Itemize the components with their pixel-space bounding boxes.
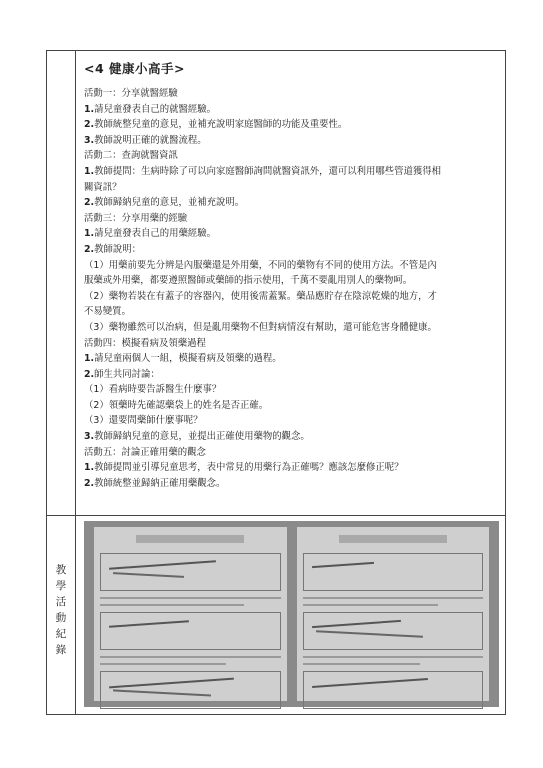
record-label	[55, 562, 67, 658]
plan-line-text: 請兒童發表自己的用藥經驗。	[94, 228, 216, 240]
plan-line-text: 教師說明：	[94, 243, 141, 255]
record-label-char: 學	[55, 580, 67, 592]
lesson-record-table	[46, 50, 506, 715]
plan-line-text: 不易變質。	[84, 306, 131, 318]
plan-line-text: 關資訊？	[84, 181, 122, 193]
plan-line	[84, 351, 499, 367]
plan-line-number: 3.	[84, 134, 95, 146]
plan-line-text: 活動二：查詢就醫資訊	[84, 150, 178, 162]
plan-line	[84, 195, 499, 211]
plan-line	[84, 382, 499, 398]
plan-line	[84, 226, 499, 242]
plan-lines	[84, 86, 499, 491]
plan-line-text: （2）藥物若裝在有蓋子的容器內，使用後需蓋緊。藥品應貯存在陰涼乾燥的地方，才	[84, 290, 437, 302]
plan-line-text: 教師提問並引導兒童思考，表中常見的用藥行為正確嗎？應該怎麼修正呢？	[94, 462, 404, 474]
record-label-char: 活	[55, 596, 67, 608]
plan-line-number: 1.	[84, 103, 95, 115]
plan-line-text: 教師提問：生病時除了可以向家庭醫師詢問就醫資訊外，還可以利用哪些管道獲得相	[94, 165, 441, 177]
worksheet-photo	[84, 521, 499, 707]
plan-line-number: 3.	[84, 431, 95, 443]
plan-line	[84, 148, 499, 164]
plan-line-text: 活動四：模擬看病及領藥過程	[84, 337, 206, 349]
plan-line	[84, 413, 499, 429]
worksheet-left	[94, 527, 287, 701]
plan-line	[84, 429, 499, 445]
plan-line-number: 2.	[84, 477, 95, 489]
plan-line	[84, 445, 499, 461]
record-label-char: 紀	[55, 628, 67, 640]
plan-line-text: （2）領藥時先確認藥袋上的姓名是否正確。	[84, 399, 269, 411]
plan-line-text: （1）看病時要告訴醫生什麼事？	[84, 384, 222, 396]
plan-line	[84, 304, 499, 320]
plan-row	[47, 51, 506, 516]
plan-line-text: 師生共同討論：	[94, 368, 160, 380]
plan-line	[84, 102, 499, 118]
plan-line-number: 2.	[84, 119, 95, 131]
plan-line-text: 活動一：分享就醫經驗	[84, 88, 178, 99]
plan-line	[84, 86, 499, 102]
plan-line-text: 教師歸納兒童的意見，並補充說明。	[94, 197, 245, 209]
plan-line	[84, 180, 499, 196]
plan-line-text: 教師歸納兒童的意見，並提出正確使用藥物的觀念。	[94, 431, 310, 443]
plan-line	[84, 133, 499, 149]
plan-line	[84, 289, 499, 305]
plan-line	[84, 460, 499, 476]
record-label-char: 動	[55, 612, 67, 624]
plan-content-cell	[76, 51, 506, 516]
plan-line	[84, 367, 499, 383]
plan-line-text: 請兒童發表自己的就醫經驗。	[94, 103, 216, 115]
plan-line-text: 請兒童兩個人一組，模擬看病及領藥的過程。	[94, 353, 282, 365]
plan-line	[84, 242, 499, 258]
plan-line-number: 1.	[84, 353, 95, 365]
plan-line	[84, 398, 499, 414]
record-label-char: 教	[55, 564, 67, 576]
plan-line	[84, 258, 499, 274]
plan-line	[84, 273, 499, 289]
plan-line-number: 2.	[84, 368, 95, 380]
plan-label-cell	[47, 51, 76, 516]
plan-line-text: 服藥或外用藥，都要遵照醫師或藥師的指示使用，千萬不要亂用別人的藥物呵。	[84, 275, 413, 287]
plan-line-number: 2.	[84, 197, 95, 209]
plan-line	[84, 117, 499, 133]
plan-line	[84, 476, 499, 492]
plan-line	[84, 211, 499, 227]
plan-line-text: 教師統整兒童的意見，並補充說明家庭醫師的功能及重要性。	[94, 119, 348, 131]
plan-line-text: （3）還要問藥師什麼事呢？	[84, 415, 203, 427]
record-label-cell	[47, 516, 76, 715]
plan-line	[84, 164, 499, 180]
plan-line	[84, 336, 499, 352]
lesson-title: <4 健康小高手>	[84, 61, 185, 76]
plan-line-number: 2.	[84, 243, 95, 255]
plan-line-text: 教師說明正確的就醫流程。	[94, 134, 207, 146]
plan-line-number: 1.	[84, 462, 95, 474]
record-photo-cell	[76, 516, 506, 715]
plan-line-text: （1）用藥前要先分辨是內服藥還是外用藥，不同的藥物有不同的使用方法。不管是內	[84, 259, 437, 271]
plan-line-text: 活動三：分享用藥的經驗	[84, 212, 188, 224]
plan-line	[84, 320, 499, 336]
plan-line-text: 教師統整並歸納正確用藥觀念。	[94, 477, 226, 489]
worksheet-right	[297, 527, 490, 701]
plan-line-number: 1.	[84, 165, 95, 177]
record-row	[47, 516, 506, 715]
plan-line-text: 活動五：討論正確用藥的觀念	[84, 446, 206, 458]
plan-line-number: 1.	[84, 228, 95, 240]
plan-line-text: （3）藥物雖然可以治病，但是亂用藥物不但對病情沒有幫助，還可能危害身體健康。	[84, 321, 437, 333]
record-label-char: 錄	[55, 644, 67, 656]
